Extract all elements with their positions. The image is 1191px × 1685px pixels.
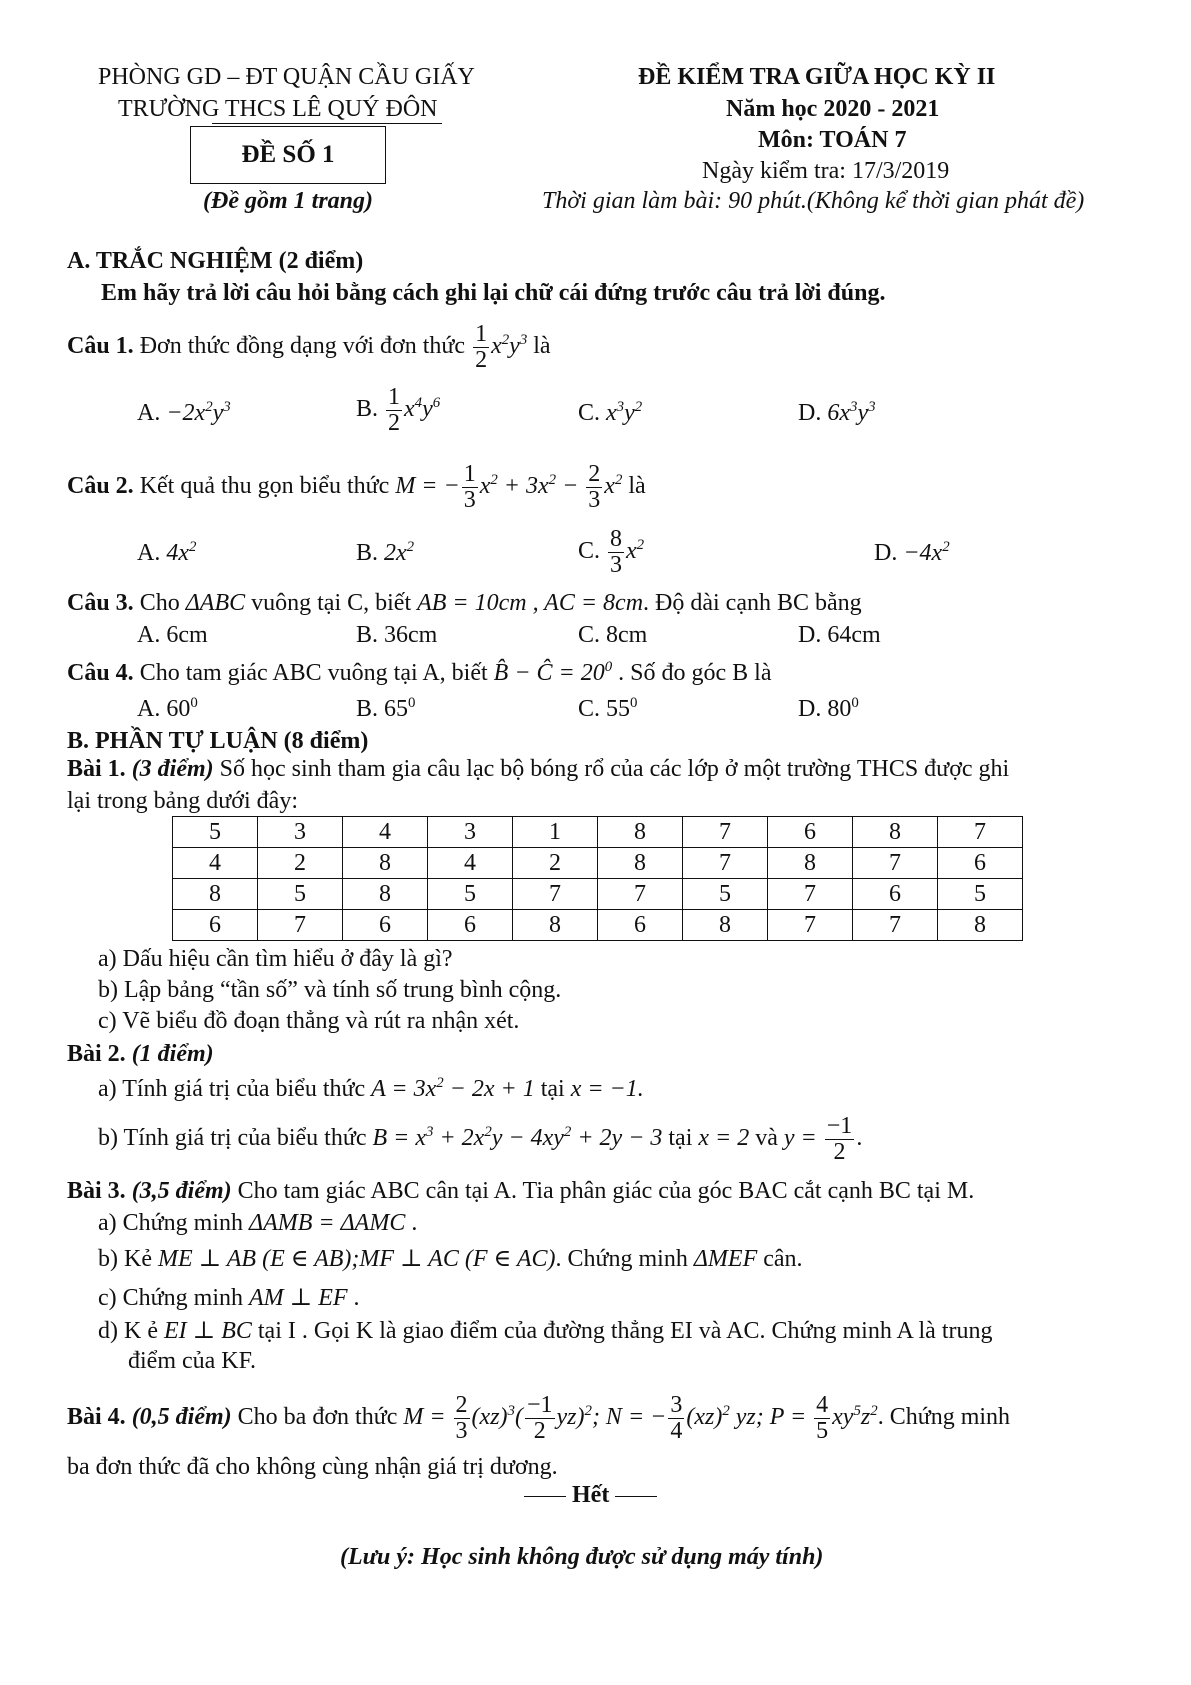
question-3: Câu 3. Cho ΔABC vuông tại C, biết AB = 10cm , AC = 8cm. Độ dài cạnh BC bằng	[67, 590, 862, 616]
math-expression: AB = 10cm , AC = 8cm	[417, 590, 644, 616]
problem-1-part-c: c) Vẽ biểu đồ đoạn thẳng và rút ra nhận xét.	[98, 1008, 520, 1034]
part-a-instruction: Em hãy trả lời câu hỏi bằng cách ghi lại chữ cái đứng trước câu trả lời đúng.	[101, 280, 886, 306]
table-cell: 6	[938, 848, 1023, 879]
q1-option-c: C. $x^3y^2$	[578, 399, 643, 426]
table-cell: 8	[768, 848, 853, 879]
table-cell: 8	[598, 817, 683, 848]
q4-option-c: C. $55^0$	[578, 695, 638, 722]
table-cell: 8	[343, 879, 428, 910]
table-cell: 7	[853, 910, 938, 941]
end-marker: Hết	[518, 1482, 663, 1509]
problem-1-part-a: a) Dấu hiệu cần tìm hiểu ở đây là gì?	[98, 946, 453, 972]
school-underline	[212, 123, 442, 124]
table-cell: 8	[853, 817, 938, 848]
table-cell: 5	[258, 879, 343, 910]
exam-date: Ngày kiểm tra: 17/3/2019	[702, 158, 950, 184]
table-row	[173, 879, 1023, 910]
table-row	[173, 817, 1023, 848]
problem-3-part-a: a) Chứng minh ΔAMB = ΔAMC .	[98, 1210, 418, 1236]
q3-option-b: B. 36cm	[356, 622, 438, 648]
problem-1-part-b: b) Lập bảng “tần số” và tính số trung bình cộng.	[98, 977, 562, 1003]
table-cell: 8	[598, 848, 683, 879]
footer-note: (Lưu ý: Học sinh không được sử dụng máy tính)	[340, 1544, 824, 1570]
table-cell: 5	[938, 879, 1023, 910]
math-expression: B̂ − Ĉ = $20^0$	[493, 659, 613, 686]
table-cell: 1	[513, 817, 598, 848]
problem-4-line2: ba đơn thức đã cho không cùng nhận giá trị dương.	[67, 1454, 558, 1480]
question-4-label: Câu 4.	[67, 660, 134, 686]
table-cell: 8	[938, 910, 1023, 941]
problem-3-part-b: b) Kẻ ME ⊥ AB (E ∈ AB);MF ⊥ AC (F ∈ AC). Chứng minh ΔMEF cân.	[98, 1246, 803, 1272]
table-cell: 7	[768, 910, 853, 941]
table-cell: 7	[853, 848, 938, 879]
problem-2: Bài 2. (1 điểm)	[67, 1041, 214, 1067]
table-cell: 8	[173, 879, 258, 910]
problem-3-part-c: c) Chứng minh AM ⊥ EF .	[98, 1285, 360, 1311]
table-cell: 7	[683, 817, 768, 848]
question-1-text: Đơn thức đồng dạng với đơn thức	[139, 333, 466, 360]
question-2	[67, 462, 646, 513]
q2-option-a: A. $4x^2$	[137, 539, 197, 566]
q4-option-b: B. $65^0$	[356, 695, 416, 722]
table-cell: 6	[853, 879, 938, 910]
q2-option-d: D. $-4x^2$	[874, 539, 950, 566]
table-row	[173, 910, 1023, 941]
table-cell: 6	[598, 910, 683, 941]
q3-option-c: C. 8cm	[578, 622, 648, 648]
table-cell: 4	[343, 817, 428, 848]
question-1	[67, 322, 551, 373]
table-cell: 2	[513, 848, 598, 879]
table-cell: 7	[683, 848, 768, 879]
table-cell: 7	[938, 817, 1023, 848]
exam-code-box: ĐỀ SỐ 1	[190, 126, 386, 184]
q1-option-a: A. $-2x^2y^3$	[137, 399, 231, 426]
q2-option-b: B. $2x^2$	[356, 539, 415, 566]
q2-option-c: C. $\frac{8}{3}$ $x^2$	[578, 526, 645, 579]
question-4: Câu 4. Cho tam giác ABC vuông tại A, biết B̂ − Ĉ = $20^0$ . Số đo góc B là	[67, 659, 772, 686]
problem-3: Bài 3. (3,5 điểm) Cho tam giác ABC cân tại A. Tia phân giác của góc BAC cắt cạnh BC tại M.	[67, 1178, 975, 1204]
problem-2-part-b: b) Tính giá trị của biểu thức $B = x^3 + 2x^2y - 4xy^2 + 2y - 3$ tại x = 2 và y = $\frac{-1}{2}$ .	[98, 1113, 863, 1166]
table-cell: 8	[513, 910, 598, 941]
department-name: PHÒNG GD – ĐT QUẬN CẦU GIẤY	[98, 64, 475, 90]
table-row	[173, 848, 1023, 879]
table-cell: 8	[683, 910, 768, 941]
table-cell: 6	[428, 910, 513, 941]
math-expression: ΔABC	[185, 590, 246, 616]
q4-option-a: A. $60^0$	[137, 695, 198, 722]
q4-option-d: D. $80^0$	[798, 695, 859, 722]
table-cell: 5	[683, 879, 768, 910]
part-b-title: B. PHẦN TỰ LUẬN (8 điểm)	[67, 728, 369, 754]
table-cell: 4	[173, 848, 258, 879]
problem-1-line2: lại trong bảng dưới đây:	[67, 788, 298, 814]
pages-note: (Đề gồm 1 trang)	[203, 188, 373, 214]
table-cell: 7	[258, 910, 343, 941]
question-3-label: Câu 3.	[67, 590, 134, 616]
table-cell: 5	[173, 817, 258, 848]
table-cell: 4	[428, 848, 513, 879]
table-cell: 6	[768, 817, 853, 848]
table-cell: 7	[513, 879, 598, 910]
data-table	[172, 816, 1023, 941]
question-2-text: Kết quả thu gọn biểu thức	[139, 473, 390, 500]
table-cell: 7	[598, 879, 683, 910]
time-note: Thời gian làm bài: 90 phút.(Không kể thời gian phát đề)	[542, 188, 1085, 214]
school-name: TRƯỜNG THCS LÊ QUÝ ĐÔN	[118, 96, 438, 122]
problem-2-part-a: a) Tính giá trị của biểu thức $A = 3x^2 - 2x + 1$ tại x = −1.	[98, 1075, 644, 1102]
school-year: Năm học 2020 - 2021	[726, 96, 940, 122]
table-cell: 8	[343, 848, 428, 879]
problem-3-part-d-line2: điểm của KF.	[128, 1348, 257, 1374]
table-cell: 7	[768, 879, 853, 910]
part-a-title: A. TRẮC NGHIỆM (2 điểm)	[67, 248, 364, 274]
math-expression: M = − $\frac{1}{3}$ $x^2 + 3x^2$ − $\frac{2}{3}$ $x^2$	[395, 461, 623, 514]
subject: Môn: TOÁN 7	[758, 127, 907, 153]
problem-4: Bài 4. (0,5 điểm) Cho ba đơn thức M = $\frac{2}{3}$ (xz)$^3$( $\frac{-1}{2}$ yz)$^2$; N = − $\frac{3}{4}$ (xz)$^2$ yz; P = $\frac{4}{5}$ $xy^5z^2$. Chứng minh	[67, 1392, 1011, 1445]
table-cell: 3	[428, 817, 513, 848]
q1-option-b: B. $\frac{1}{2}$ $x^4y^6$	[356, 384, 441, 437]
q3-option-d: D. 64cm	[798, 622, 881, 648]
q3-option-a: A. 6cm	[137, 622, 208, 648]
table-cell: 3	[258, 817, 343, 848]
problem-3-part-d: d) K ẻ EI ⊥ BC tại I . Gọi K là giao điểm của đường thẳng EI và AC. Chứng minh A là trung	[98, 1318, 993, 1344]
table-cell: 5	[428, 879, 513, 910]
exam-title: ĐỀ KIỂM TRA GIỮA HỌC KỲ II	[638, 64, 996, 90]
math-expression: $x^2y^3$	[491, 332, 528, 360]
fraction: $\frac{1}{2}$	[475, 321, 488, 374]
table-cell: 6	[343, 910, 428, 941]
table-cell: 6	[173, 910, 258, 941]
question-1-tail: là	[533, 333, 551, 360]
problem-1: Bài 1. (3 điểm) Số học sinh tham gia câu lạc bộ bóng rổ của các lớp ở một trường THCS được ghi	[67, 756, 1010, 782]
question-2-label: Câu 2.	[67, 473, 134, 500]
question-2-tail: là	[628, 473, 646, 500]
question-1-label: Câu 1.	[67, 333, 134, 360]
math-expression: M = $\frac{2}{3}$ (xz)$^3$( $\frac{-1}{2}$ yz)$^2$; N = − $\frac{3}{4}$ (xz)$^2$ yz; P = $\frac{4}{5}$ $xy^5z^2$	[403, 1392, 878, 1445]
table-cell: 2	[258, 848, 343, 879]
q1-option-d: D. $6x^3y^3$	[798, 399, 876, 426]
